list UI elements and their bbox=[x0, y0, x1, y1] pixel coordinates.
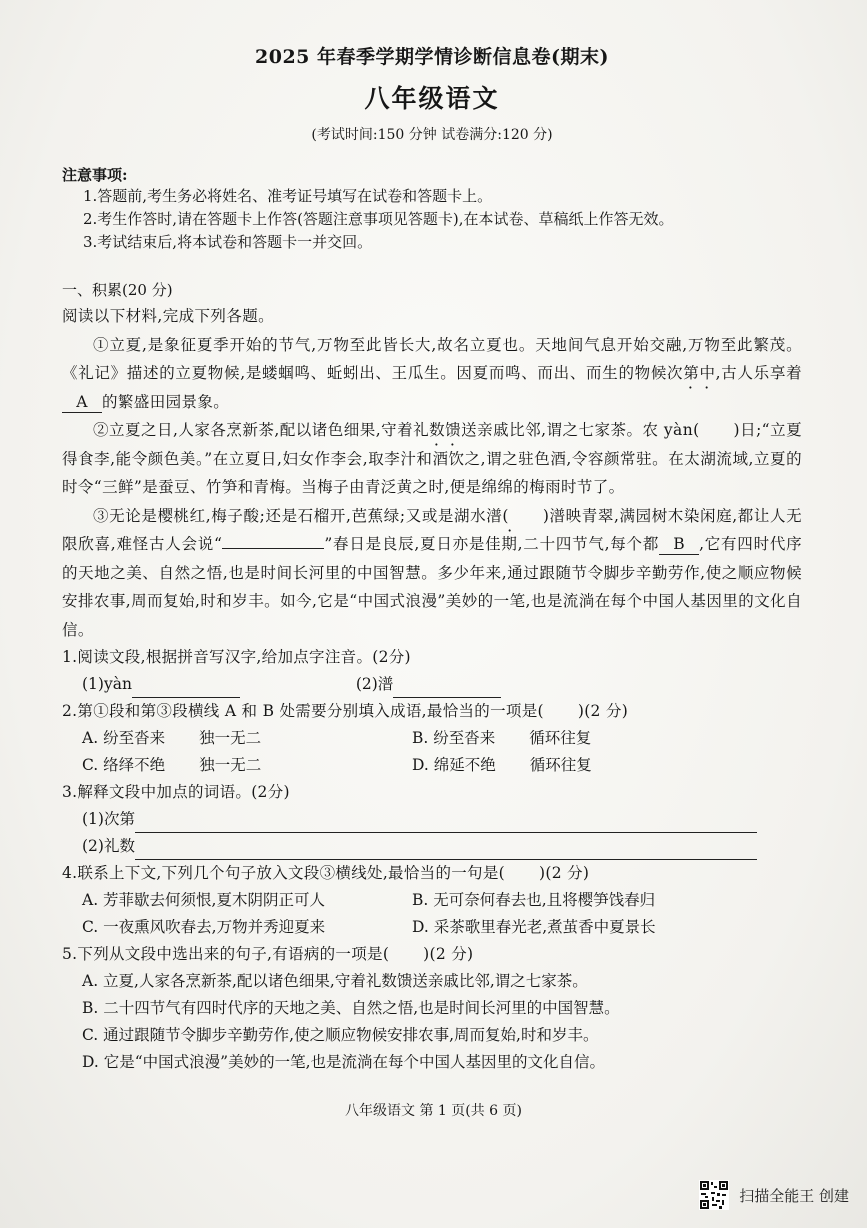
dotted-char: 潽 bbox=[486, 506, 503, 525]
question-1-answers: (1)yàn (2)潽 bbox=[62, 671, 802, 698]
answer-field-3-2[interactable] bbox=[135, 839, 757, 860]
option-d[interactable]: D. 绵延不绝 循环往复 bbox=[412, 756, 592, 774]
question-1-stem: 1.阅读文段,根据拼音写汉字,给加点字注音。(2分) bbox=[62, 648, 411, 666]
dotted-char: 次 bbox=[667, 364, 684, 382]
notice-item-2: 2.考生作答时,请在答题卡上作答(答题注意事项见答题卡),在本试卷、草稿纸上作答无效。 bbox=[83, 210, 674, 228]
scanner-watermark bbox=[699, 1180, 849, 1210]
option-b[interactable]: B. 二十四节气有四时代序的天地之美、自然之悟,也是时间长河里的中国智慧。 bbox=[82, 999, 620, 1017]
question-2-stem: 2.第①段和第③段横线 A 和 B 处需要分别填入成语,最恰当的一项是( )(2 分) bbox=[62, 702, 629, 720]
option-c[interactable]: C. 一夜熏风吹春去,万物并秀迎夏来 bbox=[82, 918, 326, 936]
exam-info: (考试时间:150 分钟 试卷满分:120 分) bbox=[311, 127, 553, 143]
exam-title: 2025 年春季学期学情诊断信息卷(期末) bbox=[255, 46, 609, 68]
subject-title: 八年级语文 bbox=[364, 84, 500, 113]
notice-item-3: 3.考试结束后,将本试卷和答题卡一并交回。 bbox=[83, 233, 373, 251]
page-content bbox=[62, 42, 802, 1076]
question-4-options bbox=[62, 887, 802, 941]
passage-paragraph-2: ②立夏之日,人家各烹新茶,配以诸色细果,守着礼数馈送亲戚比邻,谓之七家茶。农 yàn( )日;“立夏得食李,能令颜色美。”在立夏日,妇女作李会,取李汁和酒饮之,谓之驻色酒,令容颜常驻。在太湖流域,立夏的时令“三鲜”是蚕豆、竹笋和青梅。当梅子由青泛黄之时,便是绵绵的梅雨时节了。 bbox=[62, 421, 802, 496]
question-2-options bbox=[62, 725, 802, 779]
quote-blank[interactable] bbox=[222, 548, 324, 549]
answer-field-1-1[interactable] bbox=[132, 677, 240, 698]
dotted-char: 第 bbox=[683, 364, 700, 382]
option-a[interactable]: A. 芳菲歇去何须恨,夏木阴阴正可人 bbox=[82, 891, 325, 909]
dotted-char: 礼 bbox=[413, 421, 430, 439]
question-4-stem: 4.联系上下文,下列几个句子放入文段③横线处,最恰当的一句是( )(2 分) bbox=[62, 864, 590, 882]
option-b[interactable]: B. 无可奈何春去也,且将樱笋饯春归 bbox=[412, 891, 656, 909]
passage-paragraph-1: ①立夏,是象征夏季开始的节气,万物至此皆长大,故名立夏也。天地间气息开始交融,万物至此繁茂。《礼记》描述的立夏物候,是蝼蝈鸣、蚯蚓出、王瓜生。因夏而鸣、而出、而生的物候次第中,古人乐享着A 的繁盛田园景象。 bbox=[62, 335, 802, 411]
option-a[interactable]: A. 纷至沓来 独一无二 bbox=[82, 729, 262, 747]
question-3-answer-1: (1)次第 bbox=[62, 806, 802, 833]
question-5-stem: 5.下列从文段中选出来的句子,有语病的一项是( )(2 分) bbox=[62, 945, 474, 963]
section-heading: 一、积累(20 分) bbox=[62, 281, 173, 299]
option-d[interactable]: D. 采茶歌里春光老,煮茧香中夏景长 bbox=[412, 918, 656, 936]
notice-heading: 注意事项: bbox=[62, 166, 128, 184]
answer-field-1-2[interactable] bbox=[393, 677, 501, 698]
dotted-char: 数 bbox=[429, 421, 446, 439]
section-intro: 阅读以下材料,完成下列各题。 bbox=[62, 307, 275, 325]
answer-field-3-1[interactable] bbox=[135, 812, 757, 833]
option-d[interactable]: D. 它是“中国式浪漫”美妙的一笔,也是流淌在每个中国人基因里的文化自信。 bbox=[82, 1053, 606, 1071]
notice-item-1: 1.答题前,考生务必将姓名、准考证号填写在试卷和答题卡上。 bbox=[83, 187, 493, 205]
watermark-text: 扫描全能王 创建 bbox=[739, 1186, 849, 1205]
page-footer: 八年级语文 第 1 页(共 6 页) bbox=[345, 1103, 522, 1119]
blank-b[interactable]: B bbox=[659, 534, 699, 555]
option-a[interactable]: A. 立夏,人家各烹新茶,配以诸色细果,守着礼数馈送亲戚比邻,谓之七家茶。 bbox=[82, 972, 588, 990]
question-3-answer-2: (2)礼数 bbox=[62, 833, 802, 860]
passage-paragraph-3: ③无论是樱桃红,梅子酸;还是石榴开,芭蕉绿;又或是湖水潽( )潽映青翠,满园树木染闲庭,都让人无限欣喜,难怪古人会说“ ”春日是良辰,夏日亦是佳期,二十四节气,每个都 B ,它有四时代序的天地之美、自然之悟,也是时间长河里的中国智慧。多少年来,通过跟随节令脚步辛勤劳作,使之顺应物候安排农事,周而复始,时和岁丰。如今,它是“中国式浪漫”美妙的一笔,也是流淌在每个中国人基因里的文化自信。 bbox=[62, 506, 803, 639]
option-c[interactable]: C. 通过跟随节令脚步辛勤劳作,使之顺应物候安排农事,周而复始,时和岁丰。 bbox=[82, 1026, 599, 1044]
qr-code-icon bbox=[699, 1180, 729, 1210]
question-3-stem: 3.解释文段中加点的词语。(2分) bbox=[62, 783, 290, 801]
option-c[interactable]: C. 络绎不绝 独一无二 bbox=[82, 756, 262, 774]
blank-a[interactable]: A bbox=[62, 392, 102, 413]
option-b[interactable]: B. 纷至沓来 循环往复 bbox=[412, 729, 592, 747]
